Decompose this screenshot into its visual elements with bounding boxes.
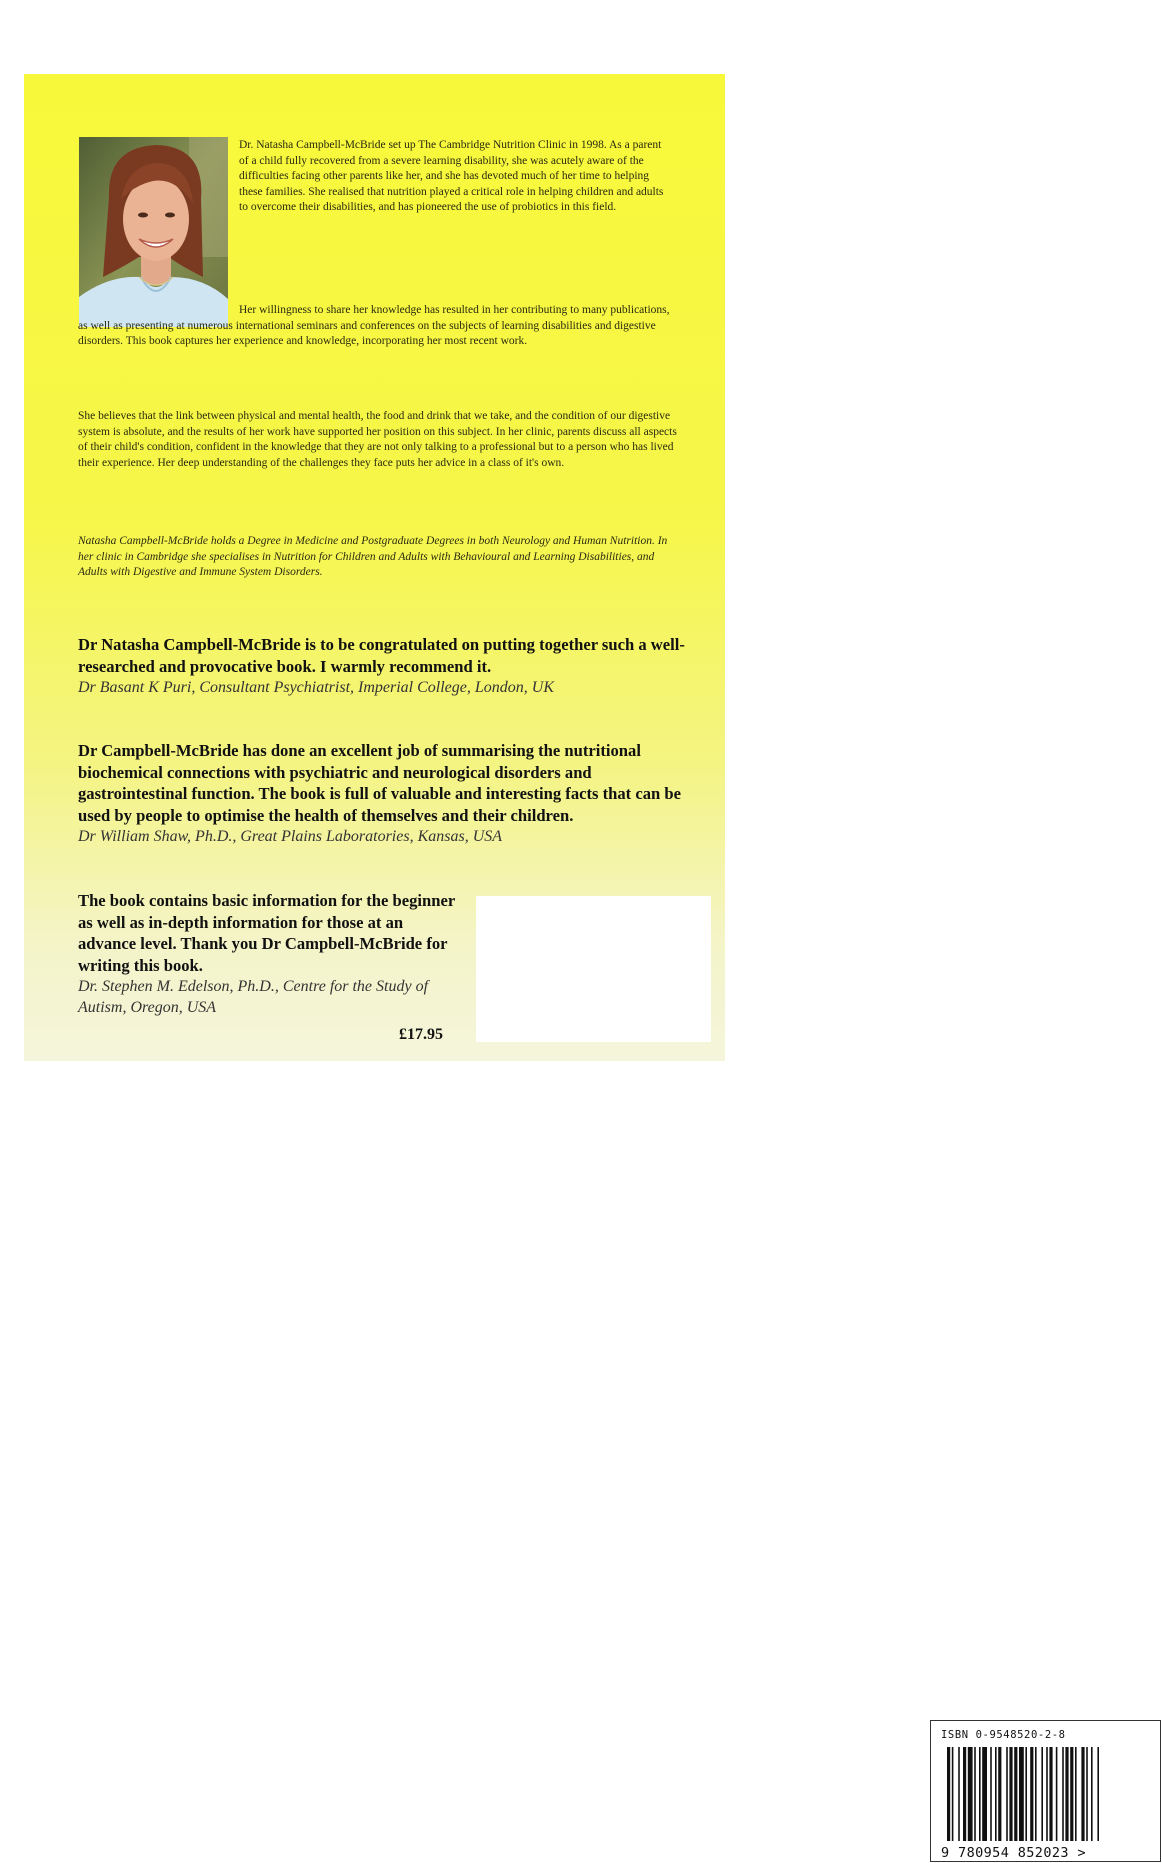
endorsement-author: Dr William Shaw, Ph.D., Great Plains Laboratories, Kansas, USA (78, 828, 503, 845)
price-label: £17.95 (399, 1026, 443, 1043)
endorsement-2 (78, 740, 698, 847)
endorsement-text: Dr Campbell-McBride has done an excellent job of summarising the nutritional biochemical connections with psychiatric and neurological disorders and gastrointestinal function. The book is full of valuable and interesting facts that can be used by people to optimise the health of themselves and their children. (78, 741, 681, 825)
isbn-barcode (476, 896, 1086, 1861)
endorsement-text: Dr Natasha Campbell-McBride is to be congratulated on putting together such a well-researched and provocative book. I warmly recommend it. (78, 635, 685, 676)
bio-credentials: Natasha Campbell-McBride holds a Degree in Medicine and Postgraduate Degrees in both Neurology and Human Nutrition. In her clinic in Cambridge she specialises in Nutrition for Children and Adults with Behavioural and Learning Disabilities, and Adults with Digestive and Immune System Disorders. (78, 535, 668, 579)
endorsement-text: The book contains basic information for the beginner as well as in-depth information for those at an advance level. Thank you Dr Campbell-McBride for writing this book. (78, 891, 455, 975)
ean-number: 9 780954 852023 > (941, 1845, 1086, 1861)
author-portrait-image (79, 137, 228, 327)
bio-paragraph-3: She believes that the link between physical and mental health, the food and drink that we take, and the condition of our digestive system is absolute, and the results of her work have supported her position on this subject. In her clinic, parents discuss all aspects of their child's condition, confident in the knowledge that they are not only talking to a professional but to a person who has lived their experience. Her deep understanding of the challenges they face puts her advice in a class of it's own. (78, 410, 677, 469)
bio-paragraph-1: Dr. Natasha Campbell-McBride set up The Cambridge Nutrition Clinic in 1998. As a parent of a child fully recovered from a severe learning disability, she was acutely aware of the difficulties facing other parents like her, and she has devoted much of her time to helping these families. She realised that nutrition played a critical role in helping children and adults to overcome their disabilities, and has pioneered the use of probiotics in this field. (239, 139, 664, 214)
bio-paragraph-2: Her willingness to share her knowledge has resulted in her contributing to many publications, as well as presenting at numerous international seminars and conferences on the subjects of learning disabilities and digestive disorders. This book captures her experience and knowledge, incorporating her most recent work. (78, 304, 670, 348)
endorsement-3 (78, 890, 463, 1018)
endorsement-1 (78, 634, 698, 698)
author-photo (79, 137, 228, 327)
back-cover (24, 74, 1086, 1861)
barcode-frame (930, 1720, 1161, 1862)
endorsement-author: Dr. Stephen M. Edelson, Ph.D., Centre for the Study of Autism, Oregon, USA (78, 978, 429, 1016)
endorsement-author: Dr Basant K Puri, Consultant Psychiatrist, Imperial College, London, UK (78, 679, 555, 696)
barcode-bars-icon (931, 1721, 1162, 1863)
isbn-number: ISBN 0-9548520-2-8 (941, 1729, 1066, 1741)
